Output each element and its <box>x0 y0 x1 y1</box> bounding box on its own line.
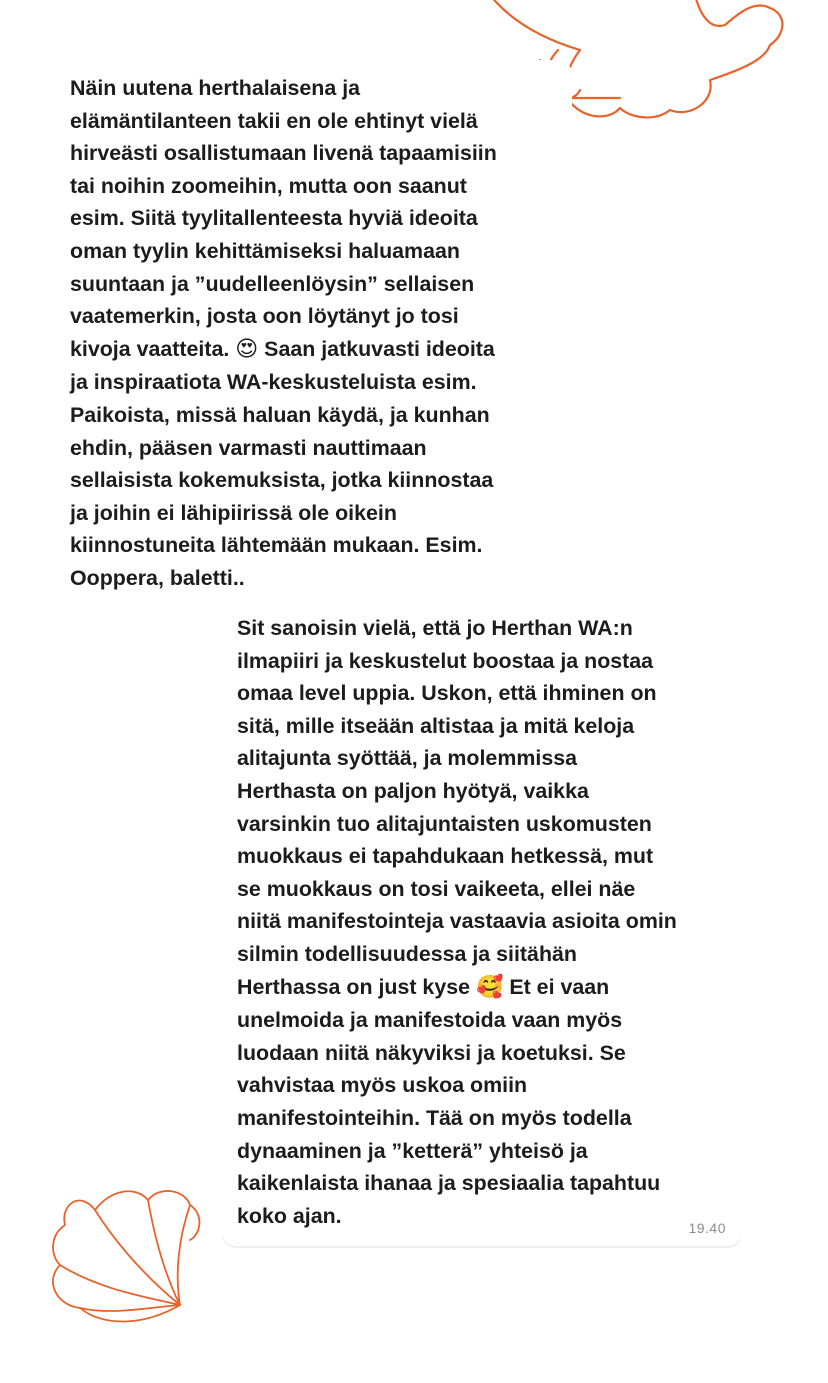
message-text-part: Sit sanoisin vielä, että jo Herthan WA:n ilmapiiri ja keskustelut boostaa ja nostaa omaa level uppia. Uskon, että ihminen on sitä, mille itseään altistaa ja mitä keloja alitajunta syöttää, ja molemmissa Herthasta on paljon hyötyä, vaikka varsinkin tuo alitajuntaisten uskomusten muokkaus ei tapahdukaan hetkessä, mut se muokkaus on tosi vaikeeta, ellei näe niitä manifestointeja vastaavia asioita omin silmin todellisuudessa ja siitähän Herthassa on just kyse <box>237 616 677 999</box>
shell-outline-icon <box>40 1180 210 1330</box>
message-text <box>237 612 732 1232</box>
message-bubble <box>52 60 572 607</box>
message-bubble <box>222 600 742 1246</box>
message-text-part: Saan jatkuvasti ideoita ja inspiraatiota WA-keskusteluista esim. Paikoista, missä haluan käydä, ja kunhan ehdin, pääsen varmasti nauttimaan sellaisista kokemuksista, jotka kiinnostaa ja joihin ei lähipiirissä ole oikein kiinnostuneita lähtemään mukaan. Esim. Ooppera, baletti.. <box>70 336 495 590</box>
message-text-part: Näin uutena herthalaisena ja elämäntilanteen takii en ole ehtinyt vielä hirveästi osallistumaan livenä tapaamisiin tai noihin zoomeihin, mutta oon saanut esim. Siitä tyylitallenteesta hyviä ideoita oman tyylin kehittämiseksi haluamaan suuntaan ja ”uudelleenlöysin” sellaisen vaatemerkin, josta oon löytänyt jo tosi kivoja vaatteita. <box>70 76 497 361</box>
message-timestamp: 19.40 <box>688 1220 726 1237</box>
message-text <box>70 72 556 595</box>
smiling-hearts-emoji-icon: 🥰 <box>475 974 504 1000</box>
message-text-part: Et ei vaan unelmoida ja manifestoida vaan myös luodaan niitä näkyviksi ja koetuksi. Se vahvistaa myös uskoa omiin manifestointeihin. Tää on myös todella dynaaminen ja ”ketterä” yhteisö ja kaikenlaista ihanaa ja spesiaalia tapahtuu koko ajan. <box>237 974 661 1228</box>
heart-eyes-emoji-icon: 😍 <box>235 336 259 362</box>
